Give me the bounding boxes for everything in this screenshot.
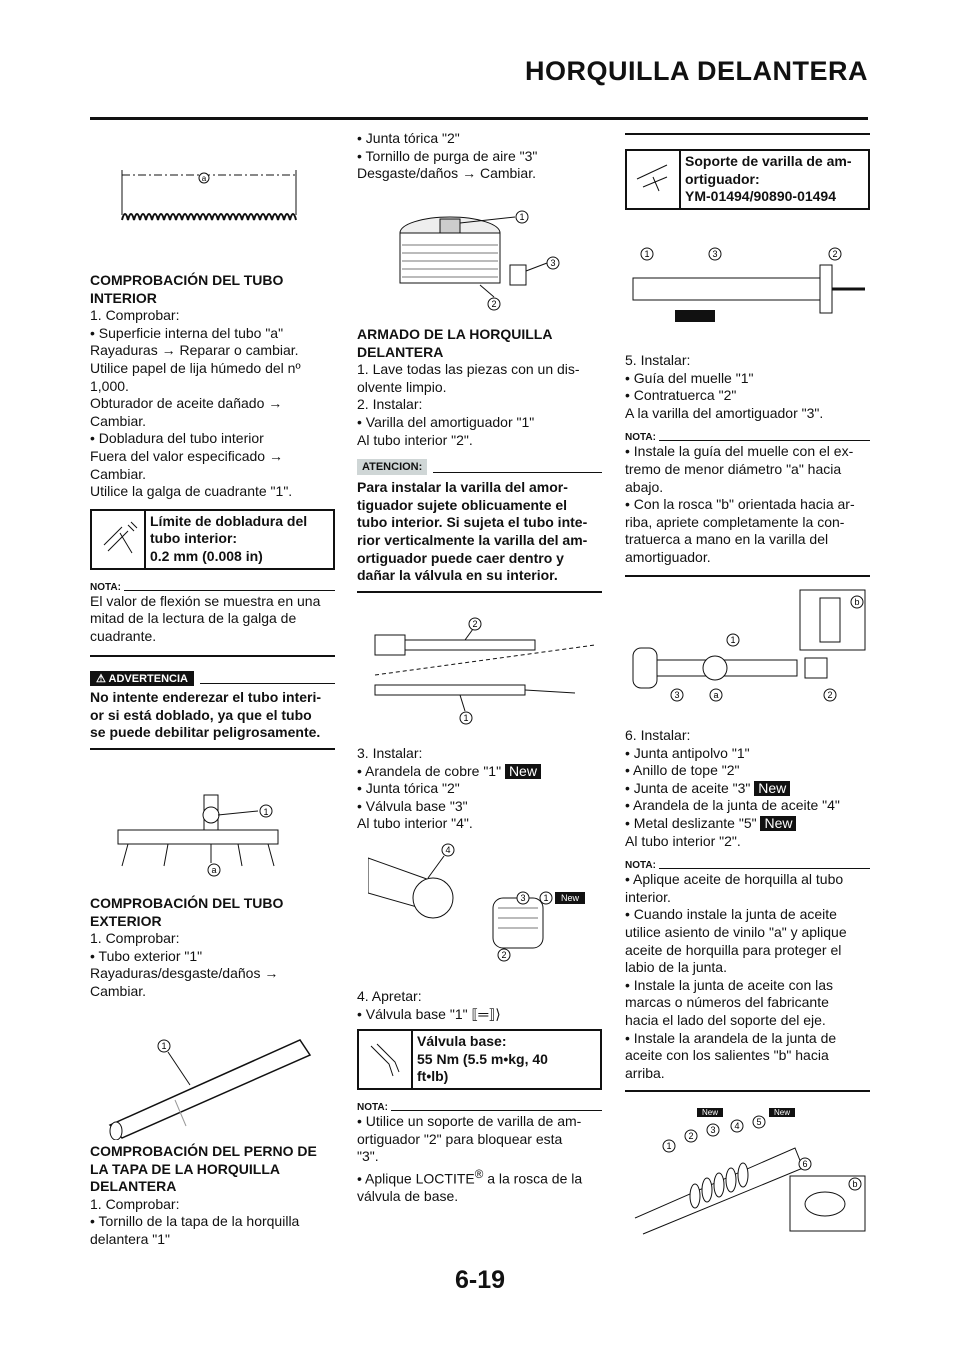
svg-text:2: 2 <box>827 690 833 700</box>
note-text: El valor de flexión se muestra en una mitad de la lectura de la galga de cuadrante. <box>90 592 321 644</box>
svg-text:1: 1 <box>519 212 525 222</box>
caution-header: ATENCION: <box>357 459 602 475</box>
svg-text:1: 1 <box>463 713 469 723</box>
spring-figure <box>118 165 303 235</box>
step6-install: 6. Instalar: • Junta antipolvo "1" • Anillo de tope "2" • Junta de aceite "3" New <box>625 727 870 797</box>
svg-text:1: 1 <box>730 635 736 645</box>
inner-tube-check-steps: 1. Comprobar: • Superficie interna del tubo "a" Rayaduras → Reparar o cambiar. Utilice papel de lija húmedo del nº 1,000. Obturador de aceite dañado → Cambiar. • Dobladura del tubo interior Fuera del valor especificado → Cambiar. Utilice la galga de cuadrante "1". <box>90 307 301 500</box>
section-heading-outer-tube: COMPROBACIÓN DEL TUBO EXTERIOR <box>90 895 284 929</box>
bend-limit-spec: Límite de dobladura del tubo interior: 0.2 mm (0.008 in) <box>150 512 308 564</box>
torque-wrench-icon <box>359 1031 413 1088</box>
oil-seal-install-figure <box>625 1108 870 1238</box>
divider <box>625 1090 870 1092</box>
divider <box>625 575 870 577</box>
inner-tube-dial-gauge-figure <box>108 775 288 880</box>
step4-tighten: 4. Apretar: • Válvula base "1" ⟦═⟧⟩ <box>357 988 501 1022</box>
svg-text:New: New <box>701 1108 719 1117</box>
rod-holder-figure <box>625 240 870 330</box>
svg-text:4: 4 <box>445 845 451 855</box>
step6-install-continued: • Arandela de la junta de aceite "4" • Metal deslizante "5" New <box>625 797 840 831</box>
warning-icon: ⚠ <box>96 673 109 686</box>
svg-text:1: 1 <box>161 1041 167 1051</box>
section-heading-cap-bolt: COMPROBACIÓN DEL PERNO DE LA TAPA DE LA HORQUILLA DELANTERA <box>90 1143 317 1195</box>
new-part-badge: New <box>760 816 796 831</box>
svg-text:b: b <box>852 1179 858 1189</box>
svg-text:a: a <box>211 865 217 875</box>
svg-text:3: 3 <box>710 1125 716 1135</box>
svg-text:New: New <box>560 893 580 903</box>
outer-tube-figure <box>100 1030 320 1140</box>
svg-text:1: 1 <box>263 807 269 817</box>
divider <box>357 591 602 593</box>
note-text: • Aplique aceite de horquilla al tubo interior. • Cuando instale la junta de aceite utilice asiento de vinilo "a" y aplique aceite de horquilla para proteger el labio de la junta. • Instale la junta de aceite con las marcas o números del fabricante hacia el lado del soporte del eje. • Instale la arandela de la junta de aceite con los salientes "b" hacia arriba. <box>625 871 847 1081</box>
note-header: NOTA: <box>357 1102 602 1113</box>
step3-install-continued: • Junta tórica "2" • Válvula base "3" Al tubo interior "4". <box>357 780 473 832</box>
divider <box>90 655 335 657</box>
svg-text:a: a <box>713 690 719 700</box>
svg-text:5: 5 <box>756 1117 762 1127</box>
cap-bolt-figure <box>390 205 570 315</box>
spring-guide-figure <box>625 588 870 708</box>
new-part-badge: New <box>754 781 790 796</box>
outer-tube-check-steps: 1. Comprobar: • Tubo exterior "1" Rayaduras/desgaste/daños → Cambiar. <box>90 930 279 999</box>
section-heading-inner-tube: COMPROBACIÓN DEL TUBO INTERIOR <box>90 272 284 306</box>
section-heading-fork-assembly: ARMADO DE LA HORQUILLA DELANTERA <box>357 326 553 360</box>
new-part-badge: New <box>505 764 541 779</box>
warning-header: ⚠ ADVERTENCIA <box>90 671 335 686</box>
damper-rod-holder-tool: Soporte de varilla de am- ortiguador: YM-01494/90890-01494 <box>685 153 852 205</box>
base-valve-torque-spec-box <box>357 1029 602 1090</box>
page-number: 6-19 <box>454 1266 506 1294</box>
svg-text:2: 2 <box>501 950 507 960</box>
note-header: NOTA: <box>90 582 335 593</box>
divider <box>625 133 870 135</box>
note-header: NOTA: <box>625 860 870 871</box>
svg-text:2: 2 <box>491 299 497 309</box>
header-rule <box>90 117 868 120</box>
divider <box>90 748 335 750</box>
cap-bolt-check-steps: 1. Comprobar: • Tornillo de la tapa de la horquilla delantera "1" <box>90 1195 300 1247</box>
svg-text:2: 2 <box>472 619 478 629</box>
damper-rod-install-figure <box>365 615 605 730</box>
base-valve-figure <box>368 838 608 968</box>
svg-text:New: New <box>773 1108 791 1117</box>
cap-bolt-check-continued: • Junta tórica "2" • Tornillo de purga de aire "3" Desgaste/daños → Cambiar. <box>357 130 538 182</box>
base-valve-torque-spec: Válvula base: 55 Nm (5.5 m•kg, 40 ft•lb) <box>417 1033 548 1085</box>
svg-text:3: 3 <box>674 690 680 700</box>
warning-text: No intente enderezar el tubo interi- or si está doblado, ya que el tubo se puede debilitar peligrosamente. <box>90 689 322 741</box>
bend-limit-spec-box <box>90 509 335 570</box>
svg-text:6: 6 <box>802 1159 808 1169</box>
svg-text:a: a <box>201 174 207 183</box>
step5-install: 5. Instalar: • Guía del muelle "1" • Contratuerca "2" A la varilla del amortiguador "3". <box>625 352 824 421</box>
note-text: • Utilice un soporte de varilla de am- ortiguador "2" para bloquear esta "3". • Aplique LOCTITE® a la rosca de la válvula de base. <box>357 1112 583 1204</box>
rod-holder-tool-icon <box>627 151 681 208</box>
note-header: NOTA: <box>625 432 870 443</box>
fork-assembly-steps: 1. Lave todas las piezas con un dis- olvente limpio. 2. Instalar: • Varilla del amortiguador "1" Al tubo interior "2". <box>357 361 580 448</box>
svg-text:4: 4 <box>734 1121 740 1131</box>
svg-text:b: b <box>854 597 860 607</box>
torque-wrench-icon: ⟦═⟧⟩ <box>471 1005 501 1022</box>
page-title: HORQUILLA DELANTERA <box>525 56 868 86</box>
svg-text:2: 2 <box>832 249 838 259</box>
caution-text: Para instalar la varilla del amor- tiguador sujete oblicuamente el tubo interior. Si sujeta el tubo inte- rior verticalmente la varilla del am- ortiguador puede caer dentro y dañar la válvula en su interior. <box>357 479 588 584</box>
svg-text:1: 1 <box>644 249 650 259</box>
svg-text:3: 3 <box>520 893 526 903</box>
caliper-icon <box>92 511 146 568</box>
svg-text:2: 2 <box>688 1131 694 1141</box>
tool-spec-box <box>625 149 870 210</box>
step3-install: 3. Instalar: • Arandela de cobre "1" New <box>357 745 602 780</box>
step6-install-target: Al tubo interior "2". <box>625 832 741 849</box>
svg-text:3: 3 <box>550 258 556 268</box>
svg-text:1: 1 <box>543 893 549 903</box>
svg-text:3: 3 <box>712 249 718 259</box>
svg-text:1: 1 <box>666 1141 672 1151</box>
note-text: • Instale la guía del muelle con el ex- tremo de menor diámetro "a" hacia abajo. • Con la rosca "b" orientada hacia ar- riba, apriete completamente la con- tratuerca a mano en la varilla del amortiguador. <box>625 443 855 565</box>
